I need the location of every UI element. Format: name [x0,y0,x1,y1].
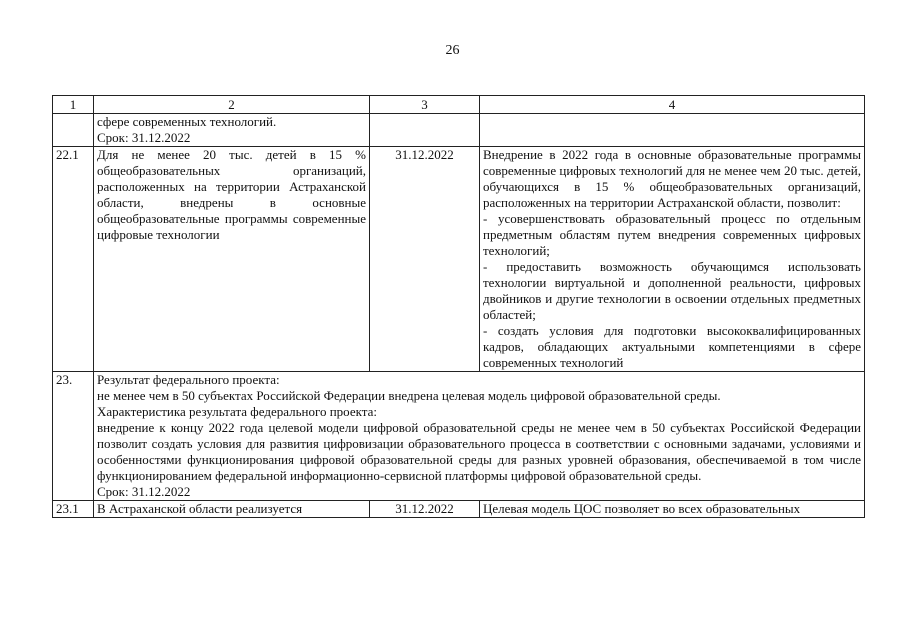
result-deadline: Срок: 31.12.2022 [97,484,191,499]
task-description: Для не менее 20 тыс. детей в 15 % общеобразовательных организаций, расположенных на территории Астраханской области, внедрены в основные общеобразовательные программы современные цифровые технологии [94,147,370,372]
continued-text-line: сфере современных технологий. [97,114,277,129]
task-effect-item: - предоставить возможность обучающимся использовать технологии виртуальной и дополненной реальности, цифровых двойников и другие технологии в освоении отдельных предметных областей; [483,259,861,322]
table-row-23 [53,372,865,501]
result-label: Результат федерального проекта: [97,372,280,387]
row-number: 23.1 [53,501,94,518]
row-number: 22.1 [53,147,94,372]
header-cell-2: 2 [94,96,370,114]
task-effect-intro: Внедрение в 2022 года в основные образовательные программы современные цифровых технологий для не менее чем 20 тыс. детей, обучающихся в 15 % общеобразовательных организаций, расположенных на территории Астраханской области, позволит: [483,147,861,210]
table-row-continued [53,114,865,147]
table-header-row [53,96,865,114]
table-row-23-1 [53,501,865,518]
row-number-cell [53,114,94,147]
header-cell-3: 3 [370,96,480,114]
result-text: не менее чем в 50 субъектах Российской Федерации внедрена целевая модель цифровой образовательной среды. [97,388,721,403]
task-date: 31.12.2022 [370,501,480,518]
row-number: 23. [53,372,94,501]
task-date: 31.12.2022 [370,147,480,372]
page-number: 26 [445,43,460,58]
document-table [52,95,865,518]
federal-project-result-cell [94,372,865,501]
continued-result-cell [480,114,865,147]
header-cell-4: 4 [480,96,865,114]
continued-deadline: Срок: 31.12.2022 [97,130,191,145]
characteristic-label: Характеристика результата федерального проекта: [97,404,377,419]
task-effect-item: - усовершенствовать образовательный процесс по отдельным предметным областям путем внедрения современных цифровых технологий; [483,211,861,258]
table-row-22-1 [53,147,865,372]
task-effect-cell: Целевая модель ЦОС позволяет во всех образовательных [480,501,865,518]
task-effect-cell [480,147,865,372]
header-cell-1: 1 [53,96,94,114]
characteristic-text: внедрение к концу 2022 года целевой модели цифровой образовательной среды не менее чем в 50 субъектах Российской Федерации позволит создать условия для развития цифровизации образовательного процесса в соответствии с основными задачами, условиями и особенностями функционирования цифровой образовательной среды для разных уровней образования, обеспечиваемой в том числе функционированием федеральной информационно-сервисной платформы цифровой образовательной среды. [97,420,861,483]
task-description: В Астраханской области реализуется [94,501,370,518]
task-effect-item: - создать условия для подготовки высококвалифицированных кадров, обладающих актуальными компетенциями в сфере современных технологий [483,323,861,370]
continued-date-cell [370,114,480,147]
continued-text-cell [94,114,370,147]
